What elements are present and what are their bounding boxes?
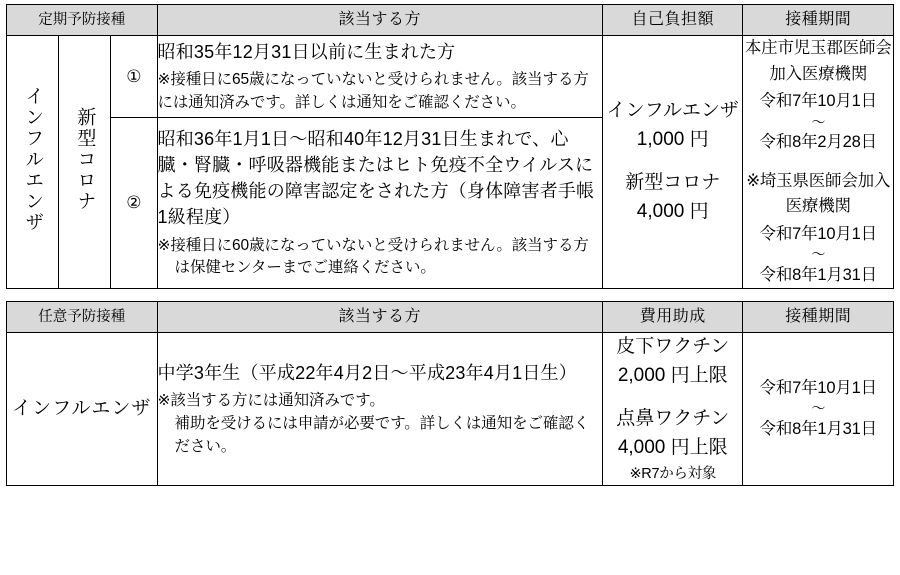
- cost-cell: [602, 36, 742, 289]
- period-from-optional: 令和7年10月1日: [759, 378, 877, 397]
- header-cost: 自己負担額: [602, 5, 742, 36]
- eligible-text-1: [157, 36, 602, 118]
- table-row: [7, 333, 894, 486]
- header-cost-optional: 費用助成: [603, 302, 743, 333]
- cost-line-4: 4,000 円: [636, 201, 709, 223]
- period-block2-from: 令和7年10月1日: [759, 224, 877, 243]
- category-covid-label: 新型コロナ: [74, 107, 96, 212]
- eligible-main-optional: 中学3年生（平成22年4月2日～平成23年4月1日生）: [157, 362, 577, 383]
- eligible-note-1: ※接種日に65歳になっていないと受けられません。該当する方には通知済みです。詳しくは通知をご確認ください。: [157, 70, 589, 111]
- period-to-optional: 令和8年1月31日: [759, 419, 877, 438]
- cost-line-1-optional: 皮下ワクチン: [616, 336, 730, 358]
- eligible-note-1-optional: ※該当する方には通知済みです。: [157, 391, 385, 409]
- header-period: 接種期間: [743, 5, 894, 36]
- eligible-note-2: ※接種日に60歳になっていないと受けられません。該当する方は保健センターまでご連絡ください。: [157, 236, 589, 277]
- cost-line-2-optional: 2,000 円上限: [617, 365, 728, 387]
- category-covid: [59, 36, 111, 289]
- period-sep-optional: ～: [811, 400, 826, 417]
- table-header-row: [7, 302, 894, 333]
- optional-vaccination-table: [6, 301, 894, 486]
- table-row: [7, 36, 894, 118]
- cost-line-2: 1,000 円: [636, 129, 709, 151]
- cost-note-optional: ※R7から対象: [629, 465, 717, 482]
- cost-line-3: 新型コロナ: [625, 172, 721, 194]
- period-block1-to: 令和8年2月28日: [759, 133, 877, 152]
- row-number-1: ①: [111, 36, 157, 118]
- table-divider: [6, 289, 894, 301]
- header-period-optional: 接種期間: [743, 302, 894, 333]
- table-header-row: [7, 5, 894, 36]
- cost-line-1: インフルエンザ: [606, 100, 739, 122]
- header-eligible-optional: 該当する方: [157, 302, 603, 333]
- category-influenza-label: インフルエンザ: [22, 86, 44, 233]
- header-eligible: 該当する方: [157, 5, 602, 36]
- period-block2-sep: ～: [811, 246, 826, 263]
- category-influenza: [7, 36, 59, 289]
- eligible-main-1: 昭和35年12月31日以前に生まれた方: [157, 41, 456, 62]
- header-category-optional: 任意予防接種: [7, 302, 158, 333]
- row-number-2: ②: [111, 118, 157, 289]
- period-cell: [743, 36, 894, 289]
- eligible-text-2: [157, 118, 602, 289]
- category-influenza-optional-label: インフルエンザ: [12, 398, 152, 420]
- eligible-main-2: 昭和36年1月1日～昭和40年12月31日生まれで、心臓・腎臓・呼吸器機能またはヒト免疫不全ウイルスによる免疫機能の障害認定をされた方（身体障害者手帳1級程度）: [157, 129, 595, 228]
- eligible-text-optional: [157, 333, 603, 486]
- header-category: 定期予防接種: [7, 5, 158, 36]
- period-block1-sep: ～: [811, 113, 826, 130]
- period-block1-title: 本庄市児玉郡医師会加入医療機関: [744, 39, 892, 83]
- cost-cell-optional: [603, 333, 743, 486]
- routine-vaccination-table: [6, 4, 894, 289]
- eligible-note-2-optional: 補助を受けるには申請が必要です。詳しくは通知をご確認ください。: [174, 414, 590, 455]
- category-influenza-optional: [7, 333, 158, 486]
- period-cell-optional: [743, 333, 894, 486]
- period-block2-title: ※埼玉県医師会加入医療機関: [746, 171, 891, 216]
- period-block1-from: 令和7年10月1日: [759, 92, 877, 111]
- cost-line-4-optional: 4,000 円上限: [617, 436, 728, 458]
- cost-line-3-optional: 点鼻ワクチン: [616, 408, 730, 430]
- period-block2-to: 令和8年1月31日: [759, 265, 877, 284]
